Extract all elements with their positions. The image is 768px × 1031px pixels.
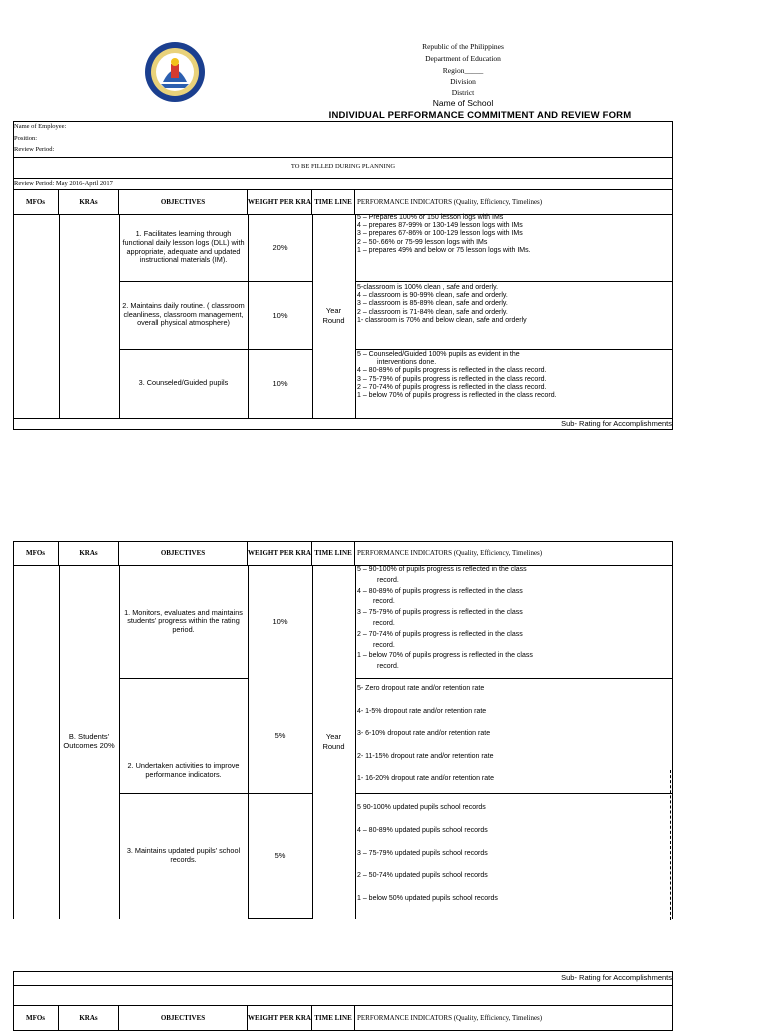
col-objectives: OBJECTIVES <box>119 1006 248 1030</box>
indicator: 4 – 80-89% updated pupils school records <box>357 826 488 834</box>
t2-row-1-objective: 1. Monitors, evaluates and maintains students' progress within the rating period. <box>124 607 243 634</box>
t1-row-2-indicators <box>357 284 671 325</box>
col-timeline: TIME LINE <box>312 541 355 565</box>
employee-name-label: Name of Employee: <box>14 123 67 130</box>
t1-row-3-indicators <box>357 351 671 400</box>
t2-row-3-weight: 5% <box>274 851 286 860</box>
col-kras: KRAs <box>59 1006 119 1030</box>
t2-row-1-weight: 10% <box>272 617 288 626</box>
indicator: 4 – 80-89% of pupils progress is reflected in the class record. <box>357 367 547 375</box>
indicator: 5 90-100% updated pupils school records <box>357 804 486 811</box>
position-label: Position: <box>14 135 38 142</box>
t2-mfo-col <box>13 565 60 919</box>
t1-row-1-objective: 1. Facilitates learning through functional daily lesson logs (DLL) with appropriate, adequate and updated instructional materials (IM). <box>122 229 245 265</box>
indicator: 2 – 70-74% of pupils progress is reflected in the class record. <box>357 383 547 391</box>
col-mfos: MFOs <box>13 189 59 214</box>
seal-icon <box>143 40 207 104</box>
col-weight: WEIGHT PER KRA <box>248 541 312 565</box>
indicator: 4 – classroom is 90-99% clean, safe and orderly. <box>357 292 508 300</box>
indicator: 5-classroom is 100% clean , safe and orderly. <box>357 284 499 291</box>
indicator: 3 – 75-79% of pupils progress is reflected in the class <box>357 609 523 617</box>
col-indicators: PERFORMANCE INDICATORS (Quality, Efficiency, Timelines) <box>357 1014 543 1022</box>
indicator: record. <box>373 598 395 606</box>
indicator: 5 – Prepares 100% or 150 lesson logs with IMs <box>357 214 504 221</box>
school-name-line: Name of School <box>432 98 494 108</box>
t1-row-2-objective: 2. Maintains daily routine. ( classroom cleanliness, classroom management, overall physical atmosphere) <box>122 301 245 328</box>
indicator: record. <box>373 619 395 627</box>
employee-info-box <box>13 121 673 158</box>
indicator: 5 – 90-100% of pupils progress is reflected in the class <box>357 566 527 573</box>
t2-row-1-indicators <box>357 565 671 673</box>
indicator: 3 – prepares 67-86% or 100-129 lesson logs with IMs <box>357 230 523 238</box>
col-kras: KRAs <box>59 541 119 565</box>
planning-note: TO BE FILLED DURING PLANNING <box>290 163 396 170</box>
t1-mfo-cell <box>13 214 60 418</box>
t2-kra: B. Students' Outcomes 20% <box>63 732 115 750</box>
col-weight: WEIGHT PER KRA <box>248 189 312 214</box>
col-indicators: PERFORMANCE INDICATORS (Quality, Efficiency, Timelines) <box>357 549 543 557</box>
district-line: District <box>451 88 475 97</box>
indicator: 2 – 50-74% updated pupils school records <box>357 872 488 880</box>
indicator: record. <box>377 576 399 584</box>
t1-timeline <box>312 214 355 418</box>
col-objectives: OBJECTIVES <box>119 541 248 565</box>
t1-kra-cell <box>59 214 120 418</box>
t2-row-3-indicators <box>357 797 671 911</box>
t1-subrating-label: Sub- Rating for Accomplishments <box>561 419 672 428</box>
division-line: Division <box>450 77 476 86</box>
indicator: 1 – below 50% updated pupils school records <box>357 895 498 903</box>
t1-timeline-text: Year Round <box>322 306 345 325</box>
indicator: 2 – 70-74% of pupils progress is reflected in the class <box>357 630 523 638</box>
t1-row-3-weight: 10% <box>272 379 288 388</box>
t2-row-3-objective: 3. Maintains updated pupils' school records. <box>126 845 241 864</box>
review-period-value: Review Period: May 2016-April 2017 <box>14 180 113 187</box>
indicator: 3 – 75-79% updated pupils school records <box>357 849 488 857</box>
indicator: 1 – prepares 49% and below or 75 lesson logs with IMs. <box>357 246 531 254</box>
col-kras: KRAs <box>59 189 119 214</box>
indicator: 4 – 80-89% of pupils progress is reflected in the class <box>357 587 523 595</box>
t2-row-2-weight: 5% <box>274 730 286 740</box>
indicator: record. <box>377 663 399 671</box>
col-mfos: MFOs <box>13 541 59 565</box>
col-weight: WEIGHT PER KRA <box>248 1006 312 1030</box>
col-timeline: TIME LINE <box>312 1006 355 1030</box>
deped-seal-logo <box>143 40 207 104</box>
indicator: 3 – classroom is 85-89% clean, safe and orderly. <box>357 300 508 308</box>
indicator: 2- 11-15% dropout rate and/or retention rate <box>357 752 494 760</box>
review-period-label: Review Period: <box>14 146 55 153</box>
indicator: 5 – Counseled/Guided 100% pupils as evident in the <box>357 351 520 358</box>
republic-line: Republic of the Philippines <box>422 42 504 51</box>
indicator: 2 – classroom is 71-84% clean, safe and orderly. <box>357 308 508 316</box>
t1-row-3-objective: 3. Counseled/Guided pupils <box>138 378 229 388</box>
t2-row-2-objective: 2. Undertaken activities to improve performance indicators. <box>127 760 240 779</box>
indicator: 2 – 50-.66% or 75-99 lesson logs with IMs <box>357 238 488 246</box>
t1-row-1-indicators <box>357 214 671 255</box>
indicator: 5- Zero dropout rate and/or retention rate <box>357 685 485 692</box>
indicator: record. <box>373 641 395 649</box>
indicator: 4 – prepares 87-99% or 130-149 lesson logs with IMs <box>357 222 523 230</box>
indicator: 1- classroom is 70% and below clean, safe and orderly <box>357 316 527 324</box>
form-title: INDIVIDUAL PERFORMANCE COMMITMENT AND REVIEW FORM <box>328 110 632 121</box>
col-indicators: PERFORMANCE INDICATORS (Quality, Efficiency, Timelines) <box>357 197 543 206</box>
indicator: 3 – 75-79% of pupils progress is reflected in the class record. <box>357 375 547 383</box>
indicator: 1 – below 70% of pupils progress is reflected in the class <box>357 652 533 660</box>
indicator: 3- 6-10% dropout rate and/or retention rate <box>357 730 491 738</box>
indicator: 1- 16-20% dropout rate and/or retention rate <box>357 775 494 783</box>
col-mfos: MFOs <box>13 1006 59 1030</box>
t1-row-2-weight: 10% <box>272 310 288 320</box>
department-line: Department of Education <box>425 54 501 63</box>
t1-row-1-weight: 20% <box>272 243 288 252</box>
t2-timeline-text: Year Round <box>322 732 345 751</box>
col-timeline: TIME LINE <box>312 189 355 214</box>
t2-row-2-indicators <box>357 678 671 791</box>
indicator: 4- 1-5% dropout rate and/or retention rate <box>357 707 487 715</box>
indicator: 1 – below 70% of pupils progress is reflected in the class record. <box>357 392 557 400</box>
region-line: Region_____ <box>442 66 484 75</box>
indicator: interventions done. <box>377 359 437 367</box>
t2-timeline <box>312 565 355 919</box>
t3-subrating-label: Sub- Rating for Accomplishments <box>561 973 672 982</box>
col-objectives: OBJECTIVES <box>119 189 248 214</box>
